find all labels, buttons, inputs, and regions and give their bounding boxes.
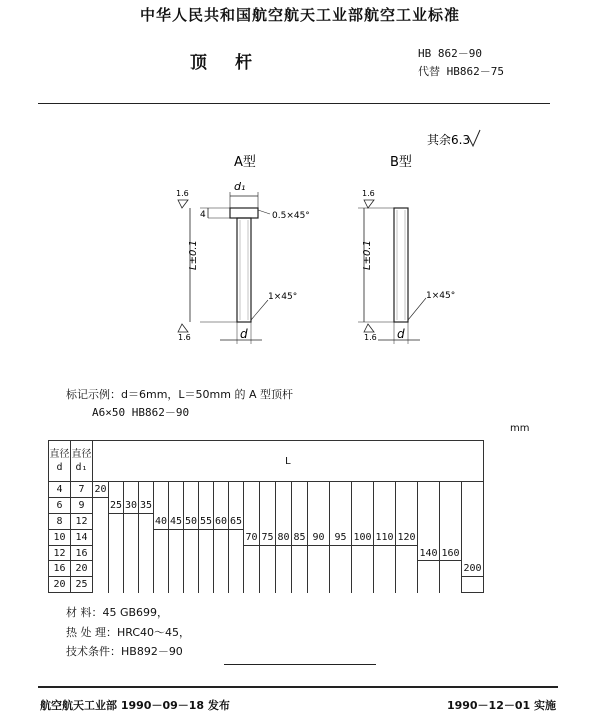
cell-l	[184, 497, 199, 513]
cell-l: 120	[396, 529, 418, 545]
note-tech-conditions: 技术条件：HB892－90	[66, 645, 183, 658]
cell-l	[229, 561, 244, 577]
cell-l	[308, 482, 330, 498]
cell-l	[229, 545, 244, 561]
col-header-d1: 直径 d₁	[71, 441, 93, 482]
dim-length-a: L±0.1	[188, 240, 199, 270]
table-row	[49, 529, 484, 545]
header-divider	[38, 103, 550, 104]
cell-l	[109, 577, 124, 593]
cell-l	[214, 577, 229, 593]
cell-l	[124, 545, 139, 561]
cell-l: 65	[229, 513, 244, 529]
cell-l	[199, 529, 214, 545]
cell-d: 8	[49, 513, 71, 529]
cell-l	[292, 497, 308, 513]
cell-l	[184, 561, 199, 577]
cell-l	[440, 482, 462, 498]
cell-l	[276, 513, 292, 529]
cell-l	[374, 577, 396, 593]
cell-l	[276, 545, 292, 561]
cell-l: 70	[244, 529, 260, 545]
cell-l	[169, 482, 184, 498]
cell-l	[214, 529, 229, 545]
cell-l	[169, 497, 184, 513]
cell-l	[418, 577, 440, 593]
roughness-bottom-a: 1.6	[178, 333, 191, 342]
effective-date: 1990－12－01 实施	[446, 699, 556, 712]
cell-l	[124, 577, 139, 593]
marking-example-code: A6×50 HB862－90	[92, 406, 190, 419]
cell-l	[139, 545, 154, 561]
cell-d: 12	[49, 545, 71, 561]
type-b-shank	[394, 208, 408, 322]
cell-l	[276, 482, 292, 498]
cell-d1: 14	[71, 529, 93, 545]
cell-l	[154, 577, 169, 593]
cell-l	[244, 497, 260, 513]
col-header-d: 直径 d	[49, 441, 71, 482]
dim-d1-label: d₁	[234, 180, 246, 193]
cell-l	[292, 482, 308, 498]
cell-l	[308, 577, 330, 593]
table-row	[49, 577, 484, 593]
cell-l	[93, 529, 109, 545]
cell-l	[109, 545, 124, 561]
cell-d1: 20	[71, 561, 93, 577]
dim-d-b: d	[397, 327, 405, 341]
cell-l: 55	[199, 513, 214, 529]
cell-l: 50	[184, 513, 199, 529]
type-a-head	[230, 208, 258, 218]
cell-l	[214, 561, 229, 577]
cell-l	[462, 497, 484, 513]
cell-l	[396, 513, 418, 529]
note-heat-treatment: 热 处 理：HRC40～45，	[66, 625, 191, 639]
cell-l	[244, 482, 260, 498]
cell-l: 160	[440, 545, 462, 561]
cell-l: 75	[260, 529, 276, 545]
cell-l	[440, 497, 462, 513]
cell-l	[199, 561, 214, 577]
chamfer-end-b-label: 1×45°	[426, 291, 456, 301]
dim-length-b: L±0.1	[362, 240, 373, 270]
cell-l	[462, 482, 484, 498]
cell-l	[229, 482, 244, 498]
type-a-shank	[237, 218, 251, 322]
cell-d1: 25	[71, 577, 93, 593]
cell-l	[292, 545, 308, 561]
size-table	[48, 440, 484, 593]
cell-l	[139, 513, 154, 529]
cell-l	[229, 529, 244, 545]
roughness-bottom-b-icon	[364, 324, 374, 332]
cell-l	[199, 497, 214, 513]
cell-l	[169, 561, 184, 577]
cell-l	[308, 545, 330, 561]
cell-l	[169, 545, 184, 561]
cell-l	[260, 577, 276, 593]
note-material: 材 料：45 GB699，	[66, 606, 169, 619]
roughness-top-a: 1.6	[176, 189, 189, 198]
cell-l	[139, 482, 154, 498]
cell-l	[93, 513, 109, 529]
cell-d: 20	[49, 577, 71, 593]
cell-l	[244, 561, 260, 577]
cell-l	[139, 577, 154, 593]
cell-l	[154, 545, 169, 561]
cell-l: 110	[374, 529, 396, 545]
cell-l	[260, 482, 276, 498]
cell-l: 45	[169, 513, 184, 529]
roughness-bottom-a-icon	[178, 324, 188, 332]
cell-l	[418, 561, 440, 577]
cell-l	[184, 482, 199, 498]
cell-l	[109, 482, 124, 498]
cell-l	[169, 577, 184, 593]
cell-l	[154, 561, 169, 577]
cell-l: 200	[462, 561, 484, 577]
document-name: 顶杆	[190, 53, 280, 73]
roughness-bottom-b: 1.6	[364, 333, 377, 342]
cell-l	[440, 529, 462, 545]
cell-l	[276, 561, 292, 577]
footer-divider	[38, 686, 558, 688]
cell-d1: 12	[71, 513, 93, 529]
replaced-standard: 代替 HB862－75	[418, 65, 504, 78]
cell-l	[229, 497, 244, 513]
cell-l	[374, 482, 396, 498]
cell-l	[374, 561, 396, 577]
marking-example: 标记示例：d＝6mm，L＝50mm 的 A 型顶杆	[66, 388, 293, 401]
type-a-label: A型	[234, 155, 256, 170]
cell-l	[124, 529, 139, 545]
type-b-label: B型	[390, 155, 412, 170]
cell-l: 60	[214, 513, 229, 529]
cell-l	[462, 577, 484, 593]
cell-l	[260, 561, 276, 577]
cell-l	[418, 497, 440, 513]
cell-l	[184, 577, 199, 593]
cell-l	[244, 545, 260, 561]
table-unit: mm	[510, 423, 530, 434]
cell-l	[124, 561, 139, 577]
cell-l	[330, 482, 352, 498]
table-row	[49, 561, 484, 577]
cell-l	[93, 497, 109, 513]
cell-l: 95	[330, 529, 352, 545]
cell-l	[418, 482, 440, 498]
cell-l	[308, 561, 330, 577]
roughness-top-b-icon	[364, 200, 374, 208]
cell-l	[308, 497, 330, 513]
cell-l	[229, 577, 244, 593]
cell-l	[139, 529, 154, 545]
cell-l	[109, 513, 124, 529]
cell-l	[154, 497, 169, 513]
cell-l	[396, 577, 418, 593]
cell-l	[109, 561, 124, 577]
cell-l	[276, 497, 292, 513]
cell-l	[244, 513, 260, 529]
cell-d: 6	[49, 497, 71, 513]
table-row	[49, 513, 484, 529]
cell-l	[93, 545, 109, 561]
cell-l	[154, 529, 169, 545]
cell-d: 10	[49, 529, 71, 545]
cell-l: 35	[139, 497, 154, 513]
cell-l: 80	[276, 529, 292, 545]
cell-l	[169, 529, 184, 545]
chamfer-end-a-label: 1×45°	[268, 292, 298, 302]
table-row	[49, 545, 484, 561]
cell-l	[260, 497, 276, 513]
cell-l	[418, 513, 440, 529]
cell-l: 85	[292, 529, 308, 545]
cell-l	[199, 577, 214, 593]
part-drawing	[150, 110, 510, 360]
cell-l: 30	[124, 497, 139, 513]
cell-l	[244, 577, 260, 593]
cell-l	[440, 513, 462, 529]
cell-l	[292, 577, 308, 593]
cell-l	[462, 545, 484, 561]
cell-l	[462, 529, 484, 545]
cell-l	[139, 561, 154, 577]
cell-l	[440, 577, 462, 593]
cell-l	[352, 513, 374, 529]
cell-l	[124, 513, 139, 529]
cell-l: 140	[418, 545, 440, 561]
notes-divider	[224, 664, 376, 665]
cell-l	[396, 482, 418, 498]
cell-l	[260, 545, 276, 561]
issue-date: 航空航天工业部 1990－09－18 发布	[40, 699, 230, 712]
cell-l	[352, 577, 374, 593]
technical-notes	[66, 603, 190, 662]
dim-d-a: d	[240, 327, 248, 341]
cell-d1: 16	[71, 545, 93, 561]
standard-code: HB 862－90	[418, 47, 482, 60]
chamfer-head-label: 0.5×45°	[272, 211, 310, 221]
cell-l	[292, 561, 308, 577]
cell-l	[93, 577, 109, 593]
cell-l: 100	[352, 529, 374, 545]
dim-head-height: 4	[200, 210, 206, 220]
cell-l	[352, 545, 374, 561]
cell-d: 16	[49, 561, 71, 577]
cell-l	[330, 497, 352, 513]
cell-l	[374, 497, 396, 513]
cell-l	[396, 561, 418, 577]
cell-l: 25	[109, 497, 124, 513]
cell-d1: 9	[71, 497, 93, 513]
cell-l	[199, 482, 214, 498]
cell-l	[352, 482, 374, 498]
cell-d1: 7	[71, 482, 93, 498]
cell-l	[124, 482, 139, 498]
cell-l	[330, 545, 352, 561]
standard-header-title: 中华人民共和国航空航天工业部航空工业标准	[139, 6, 460, 24]
cell-l	[396, 545, 418, 561]
cell-l	[199, 545, 214, 561]
cell-l	[418, 529, 440, 545]
cell-l	[184, 529, 199, 545]
cell-l	[184, 545, 199, 561]
cell-l	[292, 513, 308, 529]
cell-l	[330, 577, 352, 593]
roughness-general-note: 其余6.3	[427, 133, 471, 147]
cell-l	[352, 497, 374, 513]
cell-l: 20	[93, 482, 109, 498]
cell-l	[214, 482, 229, 498]
cell-l	[352, 561, 374, 577]
cell-l	[396, 497, 418, 513]
col-header-l: L	[93, 441, 484, 482]
cell-l	[93, 561, 109, 577]
cell-l: 90	[308, 529, 330, 545]
cell-l	[109, 529, 124, 545]
cell-d: 4	[49, 482, 71, 498]
cell-l	[214, 497, 229, 513]
table-row	[49, 482, 484, 498]
cell-l	[154, 482, 169, 498]
roughness-top-b: 1.6	[362, 189, 375, 198]
cell-l	[440, 561, 462, 577]
table-row	[49, 497, 484, 513]
cell-l	[462, 513, 484, 529]
cell-l	[308, 513, 330, 529]
cell-l	[330, 513, 352, 529]
cell-l	[374, 513, 396, 529]
cell-l	[276, 577, 292, 593]
cell-l	[330, 561, 352, 577]
cell-l	[260, 513, 276, 529]
cell-l	[214, 545, 229, 561]
cell-l	[374, 545, 396, 561]
cell-l: 40	[154, 513, 169, 529]
roughness-top-a-icon	[178, 200, 188, 208]
